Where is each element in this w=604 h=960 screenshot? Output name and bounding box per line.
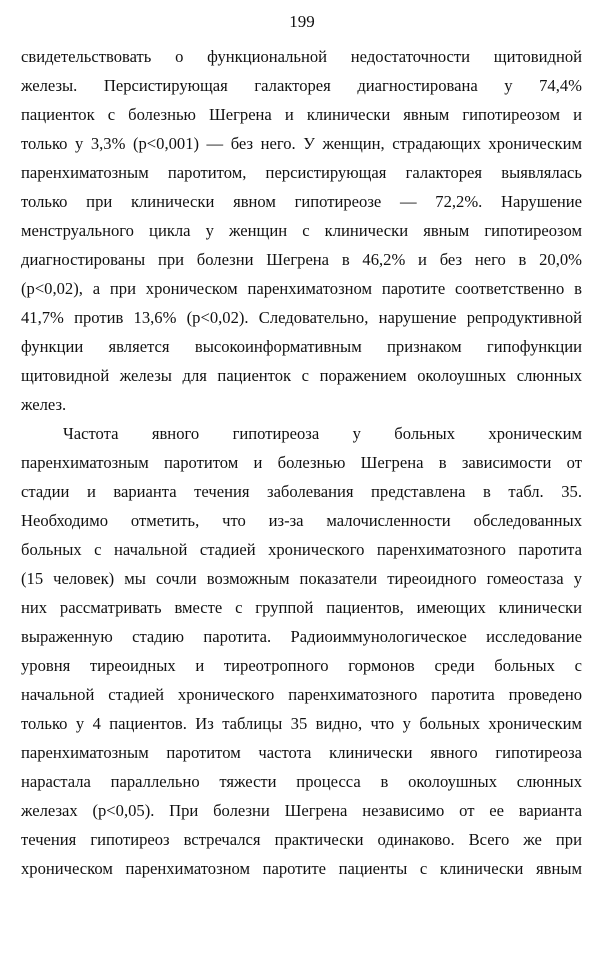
text-line: уровня тиреоидных и тиреотропного гормонов среди больных с: [21, 656, 582, 675]
text-line: менструального цикла у женщин с клинически явным гипотиреозом: [21, 221, 582, 240]
text-line: течения гипотиреоз встречался практически одинаково. Всего же при: [21, 830, 582, 849]
text-line: свидетельствовать о функциональной недостаточности щитовидной: [21, 47, 582, 66]
text-line: железах (p<0,05). При болезни Шегрена независимо от ее варианта: [21, 801, 582, 820]
text-line: пациенток с болезнью Шегрена и клинически явным гипотиреозом и: [21, 105, 582, 124]
text-line: только у 3,3% (p<0,001) — без него. У женщин, страдающих хроническим: [21, 134, 582, 153]
text-line: начальной стадией хронического паренхиматозного паротита проведено: [21, 685, 582, 704]
text-line: паренхиматозным паротитом, персистирующая галакторея выявлялась: [21, 163, 582, 182]
text-line: железы. Персистирующая галакторея диагностирована у 74,4%: [21, 76, 582, 95]
body-text: [21, 42, 582, 883]
text-line: нарастала параллельно тяжести процесса в околоушных слюнных: [21, 772, 582, 791]
text-line: только у 4 пациентов. Из таблицы 35 видно, что у больных хроническим: [21, 714, 582, 733]
text-line: выраженную стадию паротита. Радиоиммунологическое исследование: [21, 627, 582, 646]
text-line: (15 человек) мы сочли возможным показатели тиреоидного гомеостаза у: [21, 569, 582, 588]
text-line: паренхиматозным паротитом частота клинически явного гипотиреоза: [21, 743, 582, 762]
text-line: желез.: [21, 395, 67, 414]
paragraph: [21, 42, 582, 419]
text-line: них рассматривать вместе с группой пациентов, имеющих клинически: [21, 598, 582, 617]
text-line: диагностированы при болезни Шегрена в 46,2% и без него в 20,0%: [21, 250, 582, 269]
page-number: 199: [289, 12, 315, 31]
text-line: хроническом паренхиматозном паротите пациенты с клинически явным: [21, 859, 582, 878]
text-line: щитовидной железы для пациенток с поражением околоушных слюнных: [21, 366, 582, 385]
text-line: только при клинически явном гипотиреозе — 72,2%. Нарушение: [21, 192, 582, 211]
text-line: стадии и варианта течения заболевания представлена в табл. 35.: [21, 482, 582, 501]
text-line: Необходимо отметить, что из-за малочисленности обследованных: [21, 511, 582, 530]
text-line: паренхиматозным паротитом и болезнью Шегрена в зависимости от: [21, 453, 582, 472]
paragraph: [21, 419, 582, 883]
text-line: функции является высокоинформативным признаком гипофункции: [21, 337, 582, 356]
text-line: Частота явного гипотиреоза у больных хроническим: [63, 424, 582, 443]
text-line: (p<0,02), а при хроническом паренхиматозном паротите соответственно в: [21, 279, 582, 298]
text-line: 41,7% против 13,6% (p<0,02). Следовательно, нарушение репродуктивной: [21, 308, 582, 327]
text-line: больных с начальной стадией хронического паренхиматозного паротита: [21, 540, 582, 559]
